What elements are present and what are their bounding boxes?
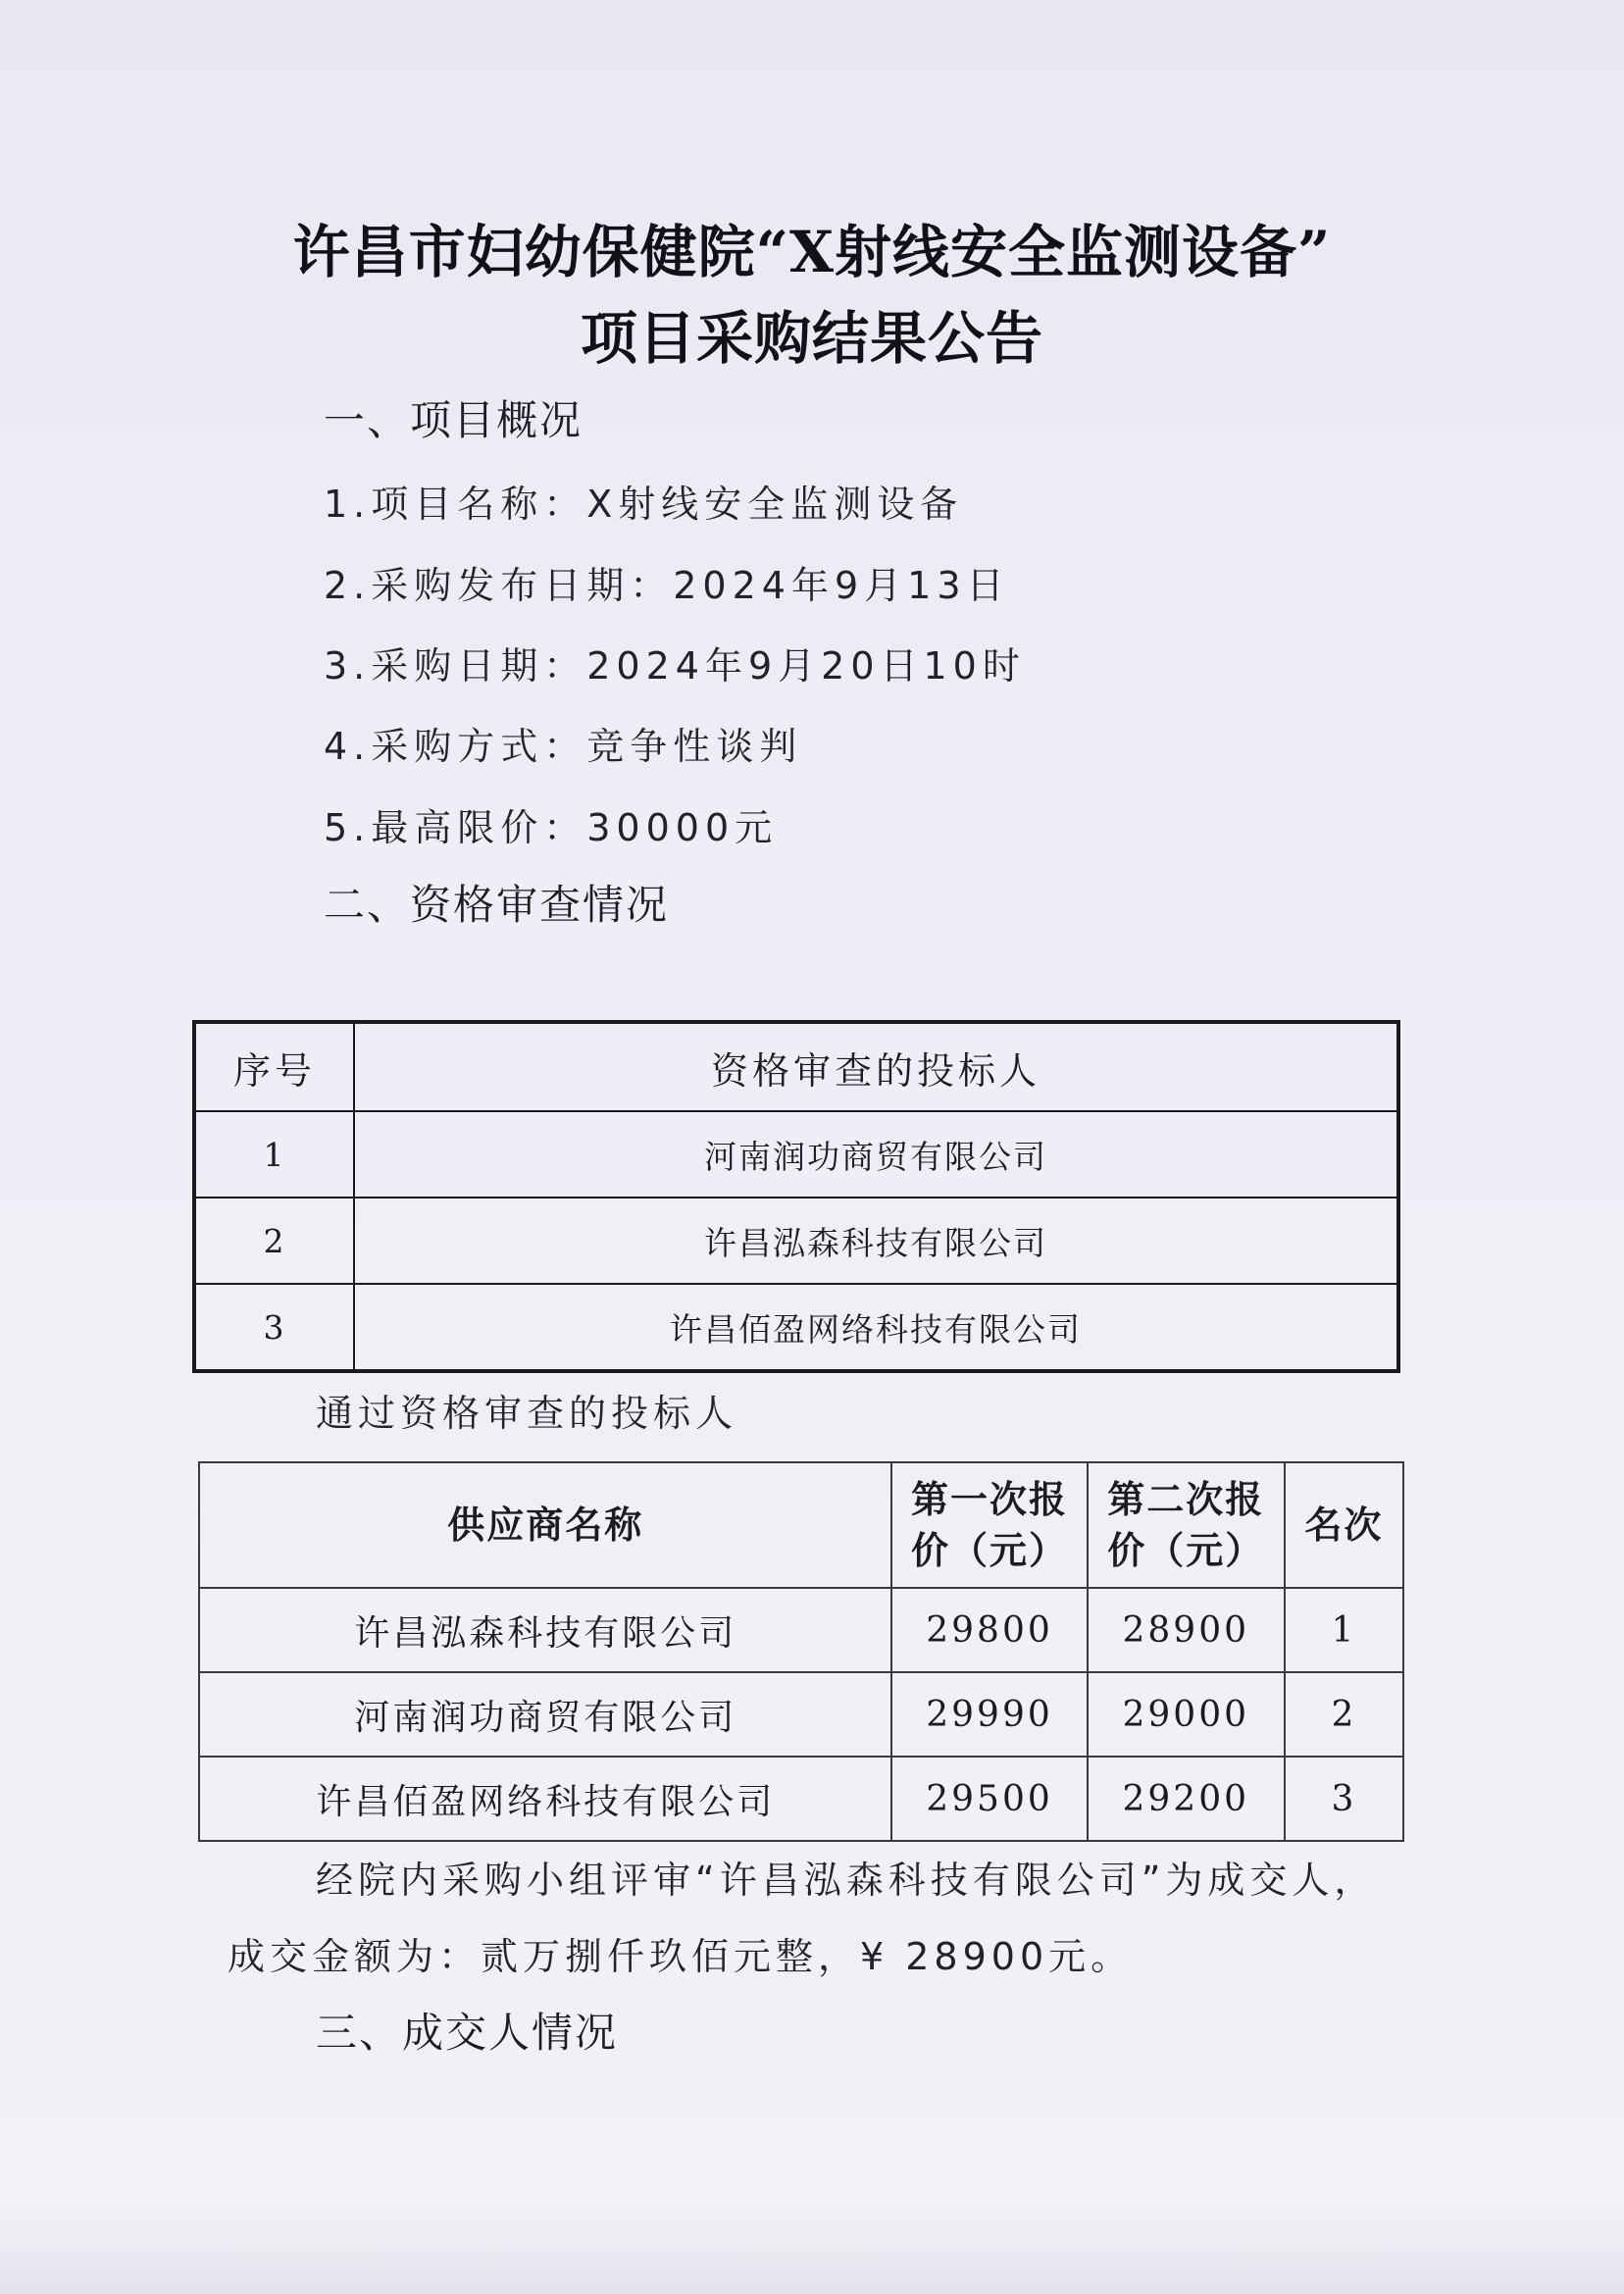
first-quote: 29500 xyxy=(891,1757,1087,1841)
first-quote: 29800 xyxy=(891,1588,1087,1672)
section3-heading: 三、成交人情况 xyxy=(316,2009,619,2057)
supplier-name: 许昌佰盈网络科技有限公司 xyxy=(199,1757,891,1841)
award-result-line1: 经院内采购小组评审“许昌泓森科技有限公司”为成交人， xyxy=(316,1859,1377,1902)
section1-heading: 一、项目概况 xyxy=(324,396,584,444)
row-index: 1 xyxy=(194,1111,354,1198)
second-quote: 29000 xyxy=(1088,1672,1285,1757)
section2-heading: 二、资格审查情况 xyxy=(324,881,670,929)
row-index: 2 xyxy=(194,1198,354,1284)
second-quote: 29200 xyxy=(1088,1757,1285,1841)
header-line: 价（元） xyxy=(911,1529,1069,1572)
qualified-bidders-caption: 通过资格审查的投标人 xyxy=(316,1392,738,1435)
column-header-bidder: 资格审查的投标人 xyxy=(354,1022,1398,1111)
max-price-item: 5.最高限价：30000元 xyxy=(324,806,779,849)
scan-shadow xyxy=(0,2206,1624,2294)
bidder-name: 许昌佰盈网络科技有限公司 xyxy=(354,1284,1398,1371)
row-index: 3 xyxy=(194,1284,354,1371)
document-title-line2: 项目采购结果公告 xyxy=(580,305,1043,372)
table-row xyxy=(194,1198,1398,1284)
column-header-first-quote xyxy=(891,1462,1087,1588)
rank: 1 xyxy=(1285,1588,1403,1672)
column-header-rank: 名次 xyxy=(1285,1462,1403,1588)
supplier-name: 许昌泓森科技有限公司 xyxy=(199,1588,891,1672)
table-header-row xyxy=(199,1462,1403,1588)
rank: 3 xyxy=(1285,1757,1403,1841)
table-row xyxy=(199,1588,1403,1672)
table-row xyxy=(194,1284,1398,1371)
procurement-method-item: 4.采购方式：竞争性谈判 xyxy=(324,725,803,768)
bidder-name: 许昌泓森科技有限公司 xyxy=(354,1198,1398,1284)
table-row xyxy=(194,1111,1398,1198)
project-name-item: 1.项目名称：X射线安全监测设备 xyxy=(324,483,964,526)
column-header-supplier: 供应商名称 xyxy=(199,1462,891,1588)
header-line: 价（元） xyxy=(1107,1529,1265,1572)
column-header-index: 序号 xyxy=(194,1022,354,1111)
second-quote: 28900 xyxy=(1088,1588,1285,1672)
publish-date-item: 2.采购发布日期：2024年9月13日 xyxy=(324,564,1010,607)
quotation-table xyxy=(198,1461,1404,1842)
first-quote: 29990 xyxy=(891,1672,1087,1757)
procurement-date-item: 3.采购日期：2024年9月20日10时 xyxy=(324,644,1026,688)
bidder-name: 河南润功商贸有限公司 xyxy=(354,1111,1398,1198)
qualification-table xyxy=(192,1020,1400,1373)
table-row xyxy=(199,1672,1403,1757)
rank: 2 xyxy=(1285,1672,1403,1757)
supplier-name: 河南润功商贸有限公司 xyxy=(199,1672,891,1757)
header-line: 第二次报 xyxy=(1107,1478,1265,1521)
column-header-second-quote xyxy=(1088,1462,1285,1588)
award-result-line2: 成交金额为：贰万捌仟玖佰元整，¥ 28900元。 xyxy=(228,1935,1134,1978)
table-header-row xyxy=(194,1022,1398,1111)
table-row xyxy=(199,1757,1403,1841)
header-line: 第一次报 xyxy=(911,1478,1069,1521)
document-title-line1: 许昌市妇幼保健院“X射线安全监测设备” xyxy=(292,219,1332,285)
